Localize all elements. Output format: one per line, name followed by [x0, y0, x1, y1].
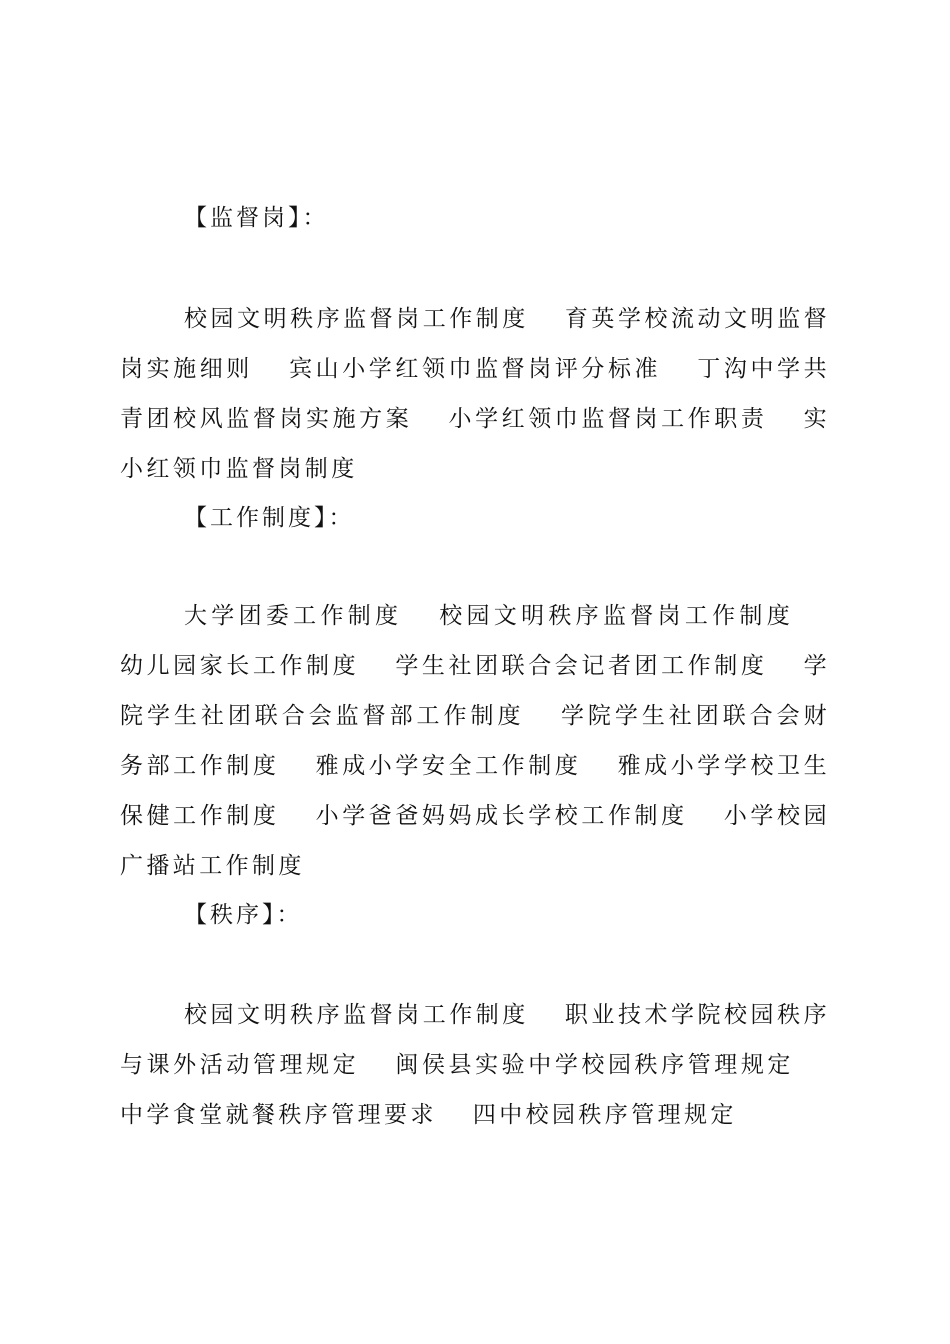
list-item: 实小红领巾监督岗制度: [120, 406, 830, 482]
list-item: 大学团委工作制度: [184, 603, 403, 629]
section-list-order: [120, 990, 830, 1140]
list-item: 雅成小学学校卫生保健工作制度: [120, 753, 831, 829]
list-item: 育英学校流动文明监督岗实施细则: [120, 306, 830, 382]
list-item: 中学食堂就餐秩序管理要求: [120, 1102, 437, 1128]
section-heading-order: 【秩序】：: [184, 902, 303, 928]
list-item: 闽侯县实验中学校园秩序管理规定: [395, 1052, 794, 1078]
list-item: 四中校园秩序管理规定: [472, 1102, 737, 1128]
section-list-supervision: [120, 294, 830, 494]
list-item: 宾山小学红领巾监督岗评分标准: [288, 356, 662, 382]
list-item: 学院学生社团联合会财务部工作制度: [120, 703, 831, 779]
list-item: 校园文明秩序监督岗工作制度: [184, 306, 529, 332]
list-item: 校园文明秩序监督岗工作制度: [438, 603, 794, 629]
list-item: 小学校园广播站工作制度: [120, 803, 830, 879]
list-item: 丁沟中学共青团校风监督岗实施方案: [120, 356, 831, 432]
list-item: 小学爸爸妈妈成长学校工作制度: [315, 803, 688, 829]
section-heading-work-rules: 【工作制度】：: [184, 505, 355, 531]
section-heading-supervision: 【监督岗】：: [184, 205, 329, 231]
list-item: 小学红领巾监督岗工作职责: [448, 406, 768, 432]
list-item: 雅成小学安全工作制度: [315, 753, 582, 779]
list-item: 幼儿园家长工作制度: [120, 653, 360, 679]
list-item: 学生社团联合会记者团工作制度: [395, 653, 768, 679]
section-list-work-rules: [120, 591, 830, 891]
list-item: 学院学生社团联合会监督部工作制度: [120, 653, 830, 729]
list-item: 校园文明秩序监督岗工作制度: [184, 1002, 529, 1028]
list-item: 职业技术学院校园秩序与课外活动管理规定: [120, 1002, 830, 1078]
